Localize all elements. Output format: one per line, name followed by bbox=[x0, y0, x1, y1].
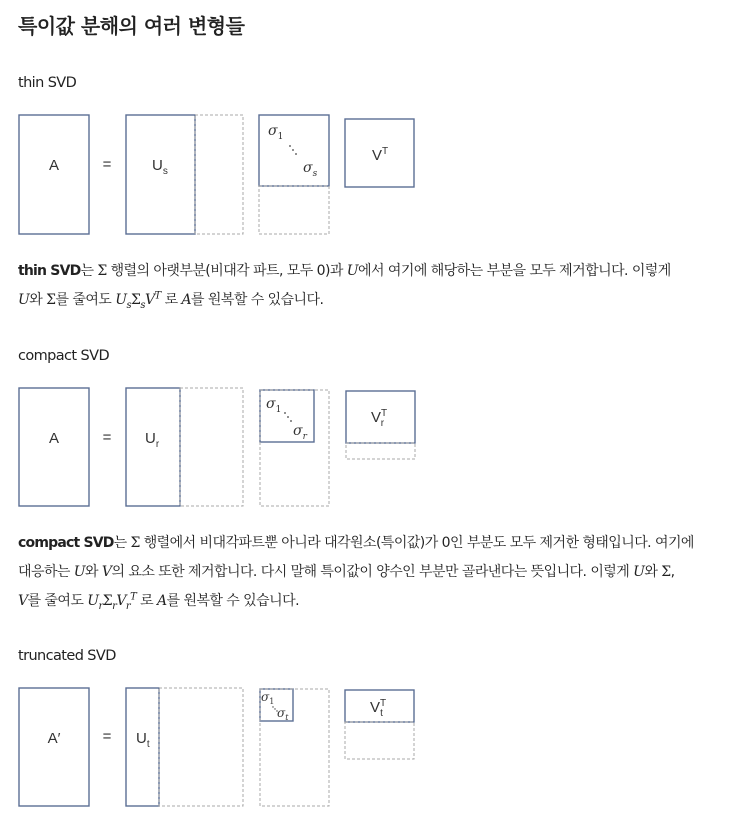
matrix-vt-label: $V^T$ r bbox=[371, 408, 387, 429]
sigma-1-label: $\sigma_1$ bbox=[268, 123, 284, 142]
formula-compact: $U_r\Sigma_rV_r^T$ bbox=[87, 591, 137, 612]
sigma-r-label: $\sigma_r$ bbox=[293, 423, 307, 442]
matrix-u-label: $U_s$ bbox=[152, 157, 168, 177]
thin-svd-description: thin SVD는 Σ 행렬의 아랫부분(비대각 파트, 모두 0)과 U에서 여기에 해당하는 부분을 모두 제거합니다. 이렇게 U와 Σ를 줄여도 $U_s\Sigma_sV^T$ 로 A를 원복할 수 있습니다. bbox=[18, 263, 671, 311]
equals-sign: = bbox=[102, 156, 112, 173]
compact-svd-description: compact SVD는 Σ 행렬에서 비대각파트뿐 아니라 대각원소(특이값)가 0인 부분도 모두 제거한 형태입니다. 여기에 대응하는 U와 V의 요소 또한 제거합니다. 다시 말해 특이값이 양수인 부분만 골라낸다는 뜻입니다. 이렇게 U와 Σ, V를 줄여도 $U_r\Sigma_rV_r^T$ 로 A를 원복할 수 있습니다. bbox=[18, 535, 694, 612]
matrix-a-box bbox=[19, 688, 89, 806]
page-title: 특이값 분해의 여러 변형들 bbox=[18, 14, 245, 38]
matrix-a-label: A bbox=[48, 157, 60, 174]
sigma-t-label: $\sigma_t$ bbox=[277, 706, 289, 722]
sigma-1-label: $\sigma_1$ bbox=[261, 690, 275, 706]
section-heading-thin-svd: thin SVD bbox=[18, 75, 77, 91]
removed-u-region bbox=[159, 688, 243, 806]
matrix-u-label: $U_t$ bbox=[136, 730, 150, 750]
matrix-a-label: A bbox=[48, 430, 60, 447]
matrix-u-label: $U_r$ bbox=[145, 430, 160, 450]
matrix-a-label: A′ bbox=[47, 730, 61, 747]
sigma-1-label: $\sigma_1$ bbox=[266, 396, 282, 415]
equals-sign: = bbox=[102, 429, 112, 446]
section-heading-compact-svd: compact SVD bbox=[18, 348, 110, 364]
matrix-vt-label: $V^T$ bbox=[372, 146, 389, 164]
formula-thin: $U_s\Sigma_sV^T$ bbox=[115, 290, 161, 311]
matrix-u-box bbox=[126, 688, 159, 806]
section-heading-truncated-svd: truncated SVD bbox=[18, 648, 116, 664]
removed-sigma-region bbox=[260, 689, 329, 806]
sigma-s-label: $\sigma_s$ bbox=[303, 160, 318, 179]
equals-sign: = bbox=[102, 728, 112, 745]
matrix-vt-label: $V^T$ t bbox=[370, 698, 387, 719]
removed-vt-region bbox=[345, 722, 414, 759]
